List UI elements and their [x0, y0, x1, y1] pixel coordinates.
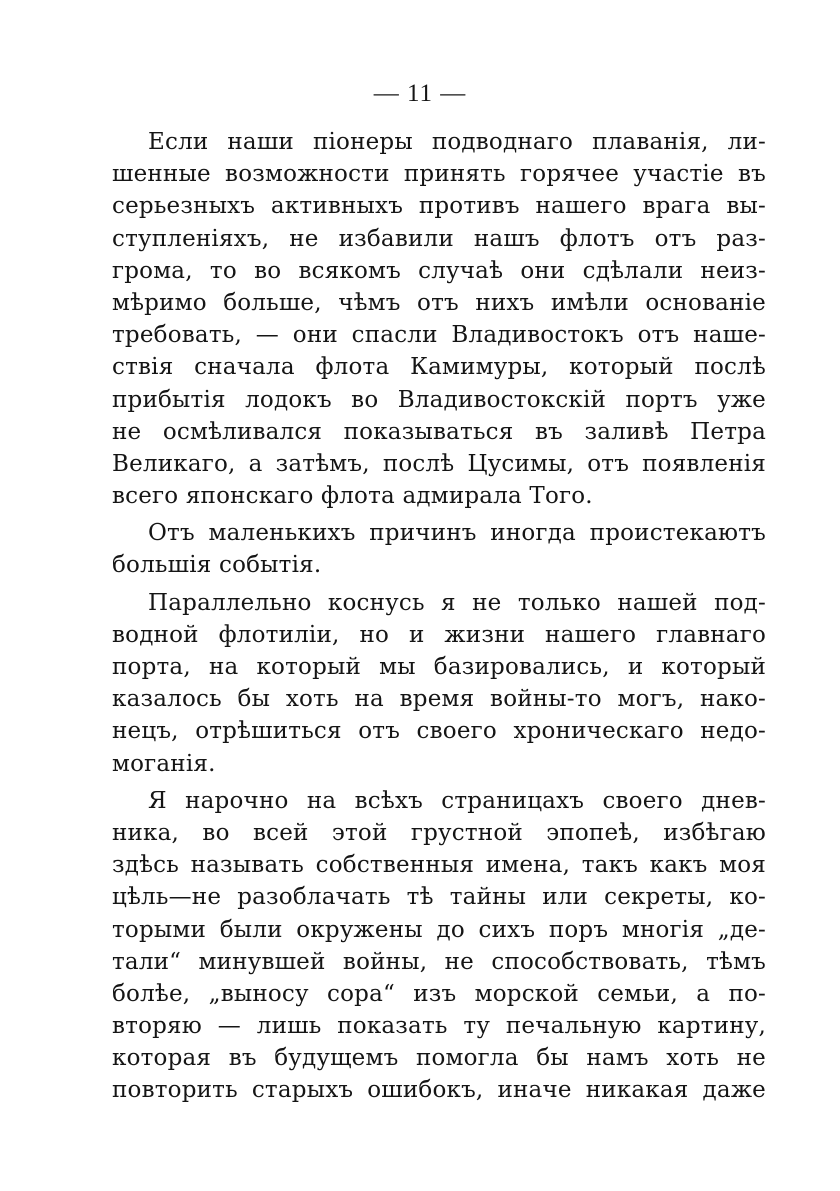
text-line: всего японскаго флота адмирала Того. — [112, 483, 593, 510]
page-number: — 11 — — [373, 80, 467, 107]
text-line: мѣримо больше, чѣмъ отъ нихъ имѣли основанiе — [112, 289, 766, 316]
text-line: ника, во всей этой грустной эпопеѣ, избѣгаю — [112, 819, 766, 846]
text-line: порта, на который мы базировались, и который — [112, 654, 766, 680]
text-line: нецъ, отрѣшиться отъ своего хроническаго недо- — [112, 718, 766, 745]
paragraph-2 — [112, 517, 766, 581]
text-line: шенные возможности принять горячее участiе въ — [112, 161, 766, 188]
text-line: моганiя. — [112, 750, 216, 777]
text-line: цѣль—не разоблачать тѣ тайны или секреты, ко- — [112, 884, 766, 911]
text-line: грома, то во всякомъ случаѣ они сдѣлали неиз- — [112, 257, 766, 284]
text-line: тали“ минувшей войны, не способствовать, тѣмъ — [112, 948, 766, 975]
text-line: здѣсь называть собственныя имена, такъ какъ моя — [112, 852, 766, 879]
text-line: большiя событiя. — [112, 552, 322, 579]
text-line: прибытiя лодокъ во Владивостокскiй портъ уже — [112, 386, 766, 413]
text-line: Если наши пiонеры подводнаго плаванiя, ли- — [148, 129, 766, 155]
paragraph-1 — [112, 126, 766, 512]
text-line: требовать, — они спасли Владивостокъ отъ наше- — [112, 322, 766, 349]
text-line: Параллельно коснусь я не только нашей под- — [148, 589, 766, 616]
paragraph-4 — [112, 785, 766, 1107]
text-line: болѣе, „выносу сора“ изъ морской семьи, а по- — [112, 980, 766, 1007]
text-line: не осмѣливался показываться въ заливѣ Петра — [112, 418, 766, 445]
text-line: которая въ будущемъ помогла бы намъ хоть не — [112, 1045, 766, 1072]
text-line: ствiя сначала флота Камимуры, который послѣ — [112, 354, 766, 381]
text-line: водной флотилiи, но и жизни нашего главнаго — [112, 621, 766, 648]
text-line: Отъ маленькихъ причинъ иногда проистекаютъ — [148, 520, 766, 547]
text-line: торыми были окружены до сихъ поръ многiя „де- — [112, 916, 766, 943]
text-line: казалось бы хоть на время войны-то могъ, нако- — [112, 686, 766, 713]
text-line: Я нарочно на всѣхъ страницахъ своего днев- — [148, 787, 766, 814]
text-line: повторить старыхъ ошибокъ, иначе никакая даже — [112, 1077, 766, 1104]
text-line: серьезныхъ активныхъ противъ нашего врага вы- — [112, 193, 766, 220]
text-line: Великаго, а затѣмъ, послѣ Цусимы, отъ появленiя — [112, 450, 766, 477]
paragraph-3 — [112, 587, 766, 780]
body-text — [112, 126, 766, 1107]
text-line: ступленiяхъ, не избавили нашъ флотъ отъ раз- — [112, 225, 766, 252]
text-line: вторяю — лишь показать ту печальную картину, — [112, 1013, 766, 1040]
